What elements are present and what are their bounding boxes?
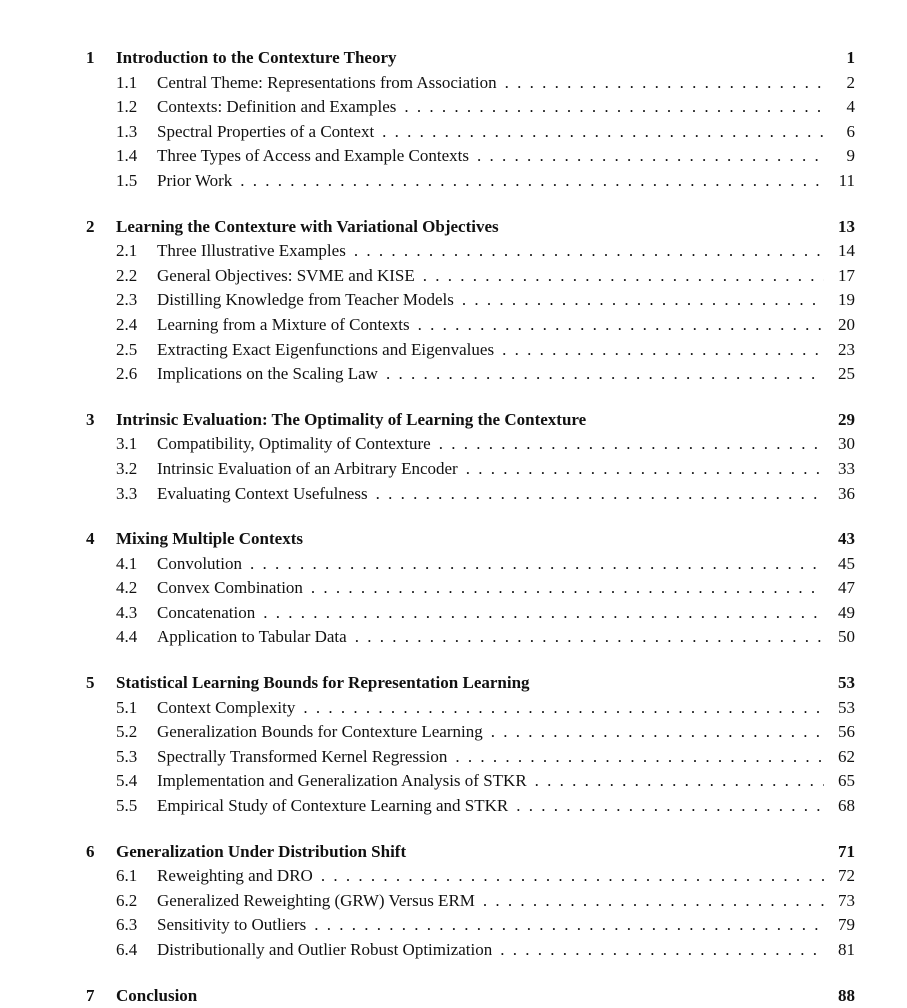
dot-leader (505, 71, 824, 96)
section-number: 5.3 (116, 746, 138, 766)
toc-section-entry[interactable] (86, 625, 855, 650)
dot-leader (500, 938, 824, 963)
toc-chapter-entry[interactable] (86, 527, 855, 552)
dot-leader (382, 120, 824, 145)
chapter-block (86, 671, 855, 819)
chapter-title: Mixing Multiple Contexts (116, 529, 303, 549)
section-number: 2.3 (116, 290, 138, 310)
dot-leader (376, 482, 824, 507)
section-title: Spectrally Transformed Kernel Regression (157, 746, 448, 766)
section-number: 5.5 (116, 796, 138, 816)
section-title: Convolution (157, 553, 243, 573)
section-title: Generalized Reweighting (GRW) Versus ERM (157, 890, 475, 910)
section-number: 4.2 (116, 578, 138, 598)
section-page-number: 45 (838, 553, 855, 573)
section-page-number: 17 (838, 265, 855, 285)
chapter-title: Generalization Under Distribution Shift (116, 841, 407, 861)
dot-leader (386, 362, 824, 387)
dot-leader (477, 144, 824, 169)
dot-leader (354, 239, 824, 264)
chapter-title: Intrinsic Evaluation: The Optimality of Learning the Contexture (116, 409, 587, 429)
section-title: Intrinsic Evaluation of an Arbitrary Encoder (157, 458, 458, 478)
toc-section-entry[interactable] (86, 432, 855, 457)
toc-section-entry[interactable] (86, 264, 855, 289)
section-title: Three Illustrative Examples (157, 241, 346, 261)
section-page-number: 65 (838, 771, 855, 791)
chapter-block (86, 46, 855, 194)
toc-section-entry[interactable] (86, 144, 855, 169)
dot-leader (418, 313, 824, 338)
chapter-block (86, 984, 855, 1008)
dot-leader (355, 625, 824, 650)
toc-chapter-entry[interactable] (86, 46, 855, 71)
toc-chapter-entry[interactable] (86, 671, 855, 696)
chapter-block (86, 215, 855, 387)
toc-section-entry[interactable] (86, 362, 855, 387)
toc-section-entry[interactable] (86, 938, 855, 963)
toc-section-entry[interactable] (86, 913, 855, 938)
toc-section-entry[interactable] (86, 95, 855, 120)
toc-section-entry[interactable] (86, 576, 855, 601)
chapter-page-number: 53 (838, 673, 855, 693)
dot-leader (314, 913, 824, 938)
section-title: Contexts: Definition and Examples (157, 97, 397, 117)
chapter-title: Introduction to the Contexture Theory (116, 48, 397, 67)
toc-section-entry[interactable] (86, 288, 855, 313)
section-page-number: 20 (838, 314, 855, 334)
section-page-number: 50 (838, 627, 855, 647)
chapter-block (86, 408, 855, 506)
section-page-number: 49 (838, 602, 855, 622)
chapter-page-number: 29 (838, 409, 855, 429)
section-number: 4.4 (116, 627, 138, 647)
dot-leader (502, 338, 824, 363)
toc-section-entry[interactable] (86, 457, 855, 482)
toc-section-entry[interactable] (86, 239, 855, 264)
chapter-page-number: 88 (838, 985, 855, 1005)
dot-leader (303, 696, 824, 721)
section-title: Implications on the Scaling Law (157, 364, 378, 384)
toc-section-entry[interactable] (86, 71, 855, 96)
section-title: Prior Work (157, 170, 233, 190)
section-page-number: 62 (838, 746, 855, 766)
dot-leader (466, 457, 824, 482)
chapter-title: Learning the Contexture with Variational Objectives (116, 216, 499, 236)
section-number: 2.5 (116, 339, 138, 359)
toc-section-entry[interactable] (86, 169, 855, 194)
section-title: Spectral Properties of a Context (157, 121, 375, 141)
section-number: 6.2 (116, 890, 138, 910)
section-title: Extracting Exact Eigenfunctions and Eigenvalues (157, 339, 495, 359)
section-number: 1.3 (116, 121, 138, 141)
section-title: Central Theme: Representations from Association (157, 72, 497, 92)
toc-section-entry[interactable] (86, 769, 855, 794)
dot-leader (240, 169, 824, 194)
section-title: Convex Combination (157, 578, 303, 598)
section-page-number: 53 (838, 697, 855, 717)
chapter-block (86, 840, 855, 963)
toc-chapter-entry[interactable] (86, 984, 855, 1008)
section-page-number: 47 (838, 578, 855, 598)
dot-leader (462, 288, 824, 313)
section-number: 1.2 (116, 97, 138, 117)
toc-chapter-entry[interactable] (86, 215, 855, 240)
toc-section-entry[interactable] (86, 120, 855, 145)
toc-section-entry[interactable] (86, 552, 855, 577)
dot-leader (439, 432, 824, 457)
section-title: Distilling Knowledge from Teacher Models (157, 290, 454, 310)
toc-section-entry[interactable] (86, 864, 855, 889)
section-number: 5.4 (116, 771, 138, 791)
toc-section-entry[interactable] (86, 338, 855, 363)
chapter-number: 4 (86, 529, 95, 549)
section-number: 5.1 (116, 697, 138, 717)
section-title: Concatenation (157, 602, 256, 622)
dot-leader (535, 769, 824, 794)
section-number: 3.3 (116, 483, 138, 503)
toc-section-entry[interactable] (86, 601, 855, 626)
section-title: Generalization Bounds for Contexture Learning (157, 722, 483, 742)
section-number: 1.4 (116, 146, 138, 166)
section-page-number: 9 (846, 146, 855, 166)
dot-leader (423, 264, 824, 289)
section-page-number: 33 (838, 458, 855, 478)
section-title: Empirical Study of Contexture Learning and STKR (157, 796, 509, 816)
section-number: 6.1 (116, 866, 138, 886)
table-of-contents (86, 46, 855, 1008)
toc-section-entry[interactable] (86, 482, 855, 507)
section-number: 6.3 (116, 915, 138, 935)
dot-leader (404, 95, 824, 120)
section-page-number: 56 (838, 722, 855, 742)
toc-section-entry[interactable] (86, 313, 855, 338)
section-number: 6.4 (116, 940, 138, 959)
section-title: Three Types of Access and Example Contexts (157, 146, 469, 166)
chapter-block (86, 527, 855, 650)
chapter-number: 1 (86, 48, 95, 67)
section-page-number: 81 (838, 940, 855, 959)
chapter-number: 6 (86, 841, 95, 861)
toc-section-entry[interactable] (86, 720, 855, 745)
dot-leader (516, 794, 824, 819)
section-title: Sensitivity to Outliers (157, 915, 307, 935)
chapter-title: Conclusion (116, 985, 198, 1005)
section-number: 1.5 (116, 170, 138, 190)
chapter-page-number: 71 (838, 841, 855, 861)
section-page-number: 73 (838, 890, 855, 910)
section-number: 3.1 (116, 434, 138, 454)
section-title: Context Complexity (157, 697, 296, 717)
section-number: 2.2 (116, 265, 138, 285)
chapter-number: 3 (86, 409, 95, 429)
section-page-number: 6 (846, 121, 855, 141)
section-number: 3.2 (116, 458, 138, 478)
chapter-page-number: 43 (838, 529, 855, 549)
toc-section-entry[interactable] (86, 696, 855, 721)
section-number: 2.4 (116, 314, 138, 334)
toc-chapter-entry[interactable] (86, 840, 855, 865)
dot-leader (311, 576, 824, 601)
section-page-number: 68 (838, 796, 855, 816)
chapter-page-number: 1 (846, 48, 855, 67)
section-page-number: 30 (838, 434, 855, 454)
dot-leader (491, 720, 824, 745)
section-page-number: 19 (838, 290, 855, 310)
section-title: General Objectives: SVME and KISE (157, 265, 415, 285)
section-title: Reweighting and DRO (157, 866, 313, 886)
section-title: Application to Tabular Data (157, 627, 347, 647)
chapter-page-number: 13 (838, 216, 855, 236)
section-title: Compatibility, Optimality of Contexture (157, 434, 431, 454)
section-number: 4.3 (116, 602, 138, 622)
section-number: 2.6 (116, 364, 138, 384)
section-page-number: 23 (838, 339, 855, 359)
section-number: 2.1 (116, 241, 138, 261)
chapter-number: 5 (86, 673, 95, 693)
dot-leader (321, 864, 824, 889)
section-page-number: 2 (846, 72, 855, 92)
dot-leader (263, 601, 824, 626)
toc-chapter-entry[interactable] (86, 408, 855, 433)
section-page-number: 4 (846, 97, 855, 117)
section-page-number: 72 (838, 866, 855, 886)
chapter-number: 2 (86, 216, 95, 236)
section-page-number: 14 (838, 241, 855, 261)
dot-leader (483, 889, 824, 914)
section-number: 4.1 (116, 553, 138, 573)
section-title: Distributionally and Outlier Robust Optimization (157, 940, 493, 959)
section-title: Learning from a Mixture of Contexts (157, 314, 410, 334)
dot-leader (455, 745, 824, 770)
toc-section-entry[interactable] (86, 745, 855, 770)
section-title: Implementation and Generalization Analysis of STKR (157, 771, 527, 791)
section-page-number: 79 (838, 915, 855, 935)
toc-section-entry[interactable] (86, 889, 855, 914)
section-number: 5.2 (116, 722, 138, 742)
section-page-number: 11 (838, 170, 855, 190)
section-title: Evaluating Context Usefulness (157, 483, 368, 503)
section-number: 1.1 (116, 72, 138, 92)
toc-section-entry[interactable] (86, 794, 855, 819)
section-page-number: 36 (838, 483, 855, 503)
chapter-title: Statistical Learning Bounds for Representation Learning (116, 673, 530, 693)
chapter-number: 7 (86, 985, 95, 1005)
dot-leader (250, 552, 824, 577)
section-page-number: 25 (838, 364, 855, 384)
